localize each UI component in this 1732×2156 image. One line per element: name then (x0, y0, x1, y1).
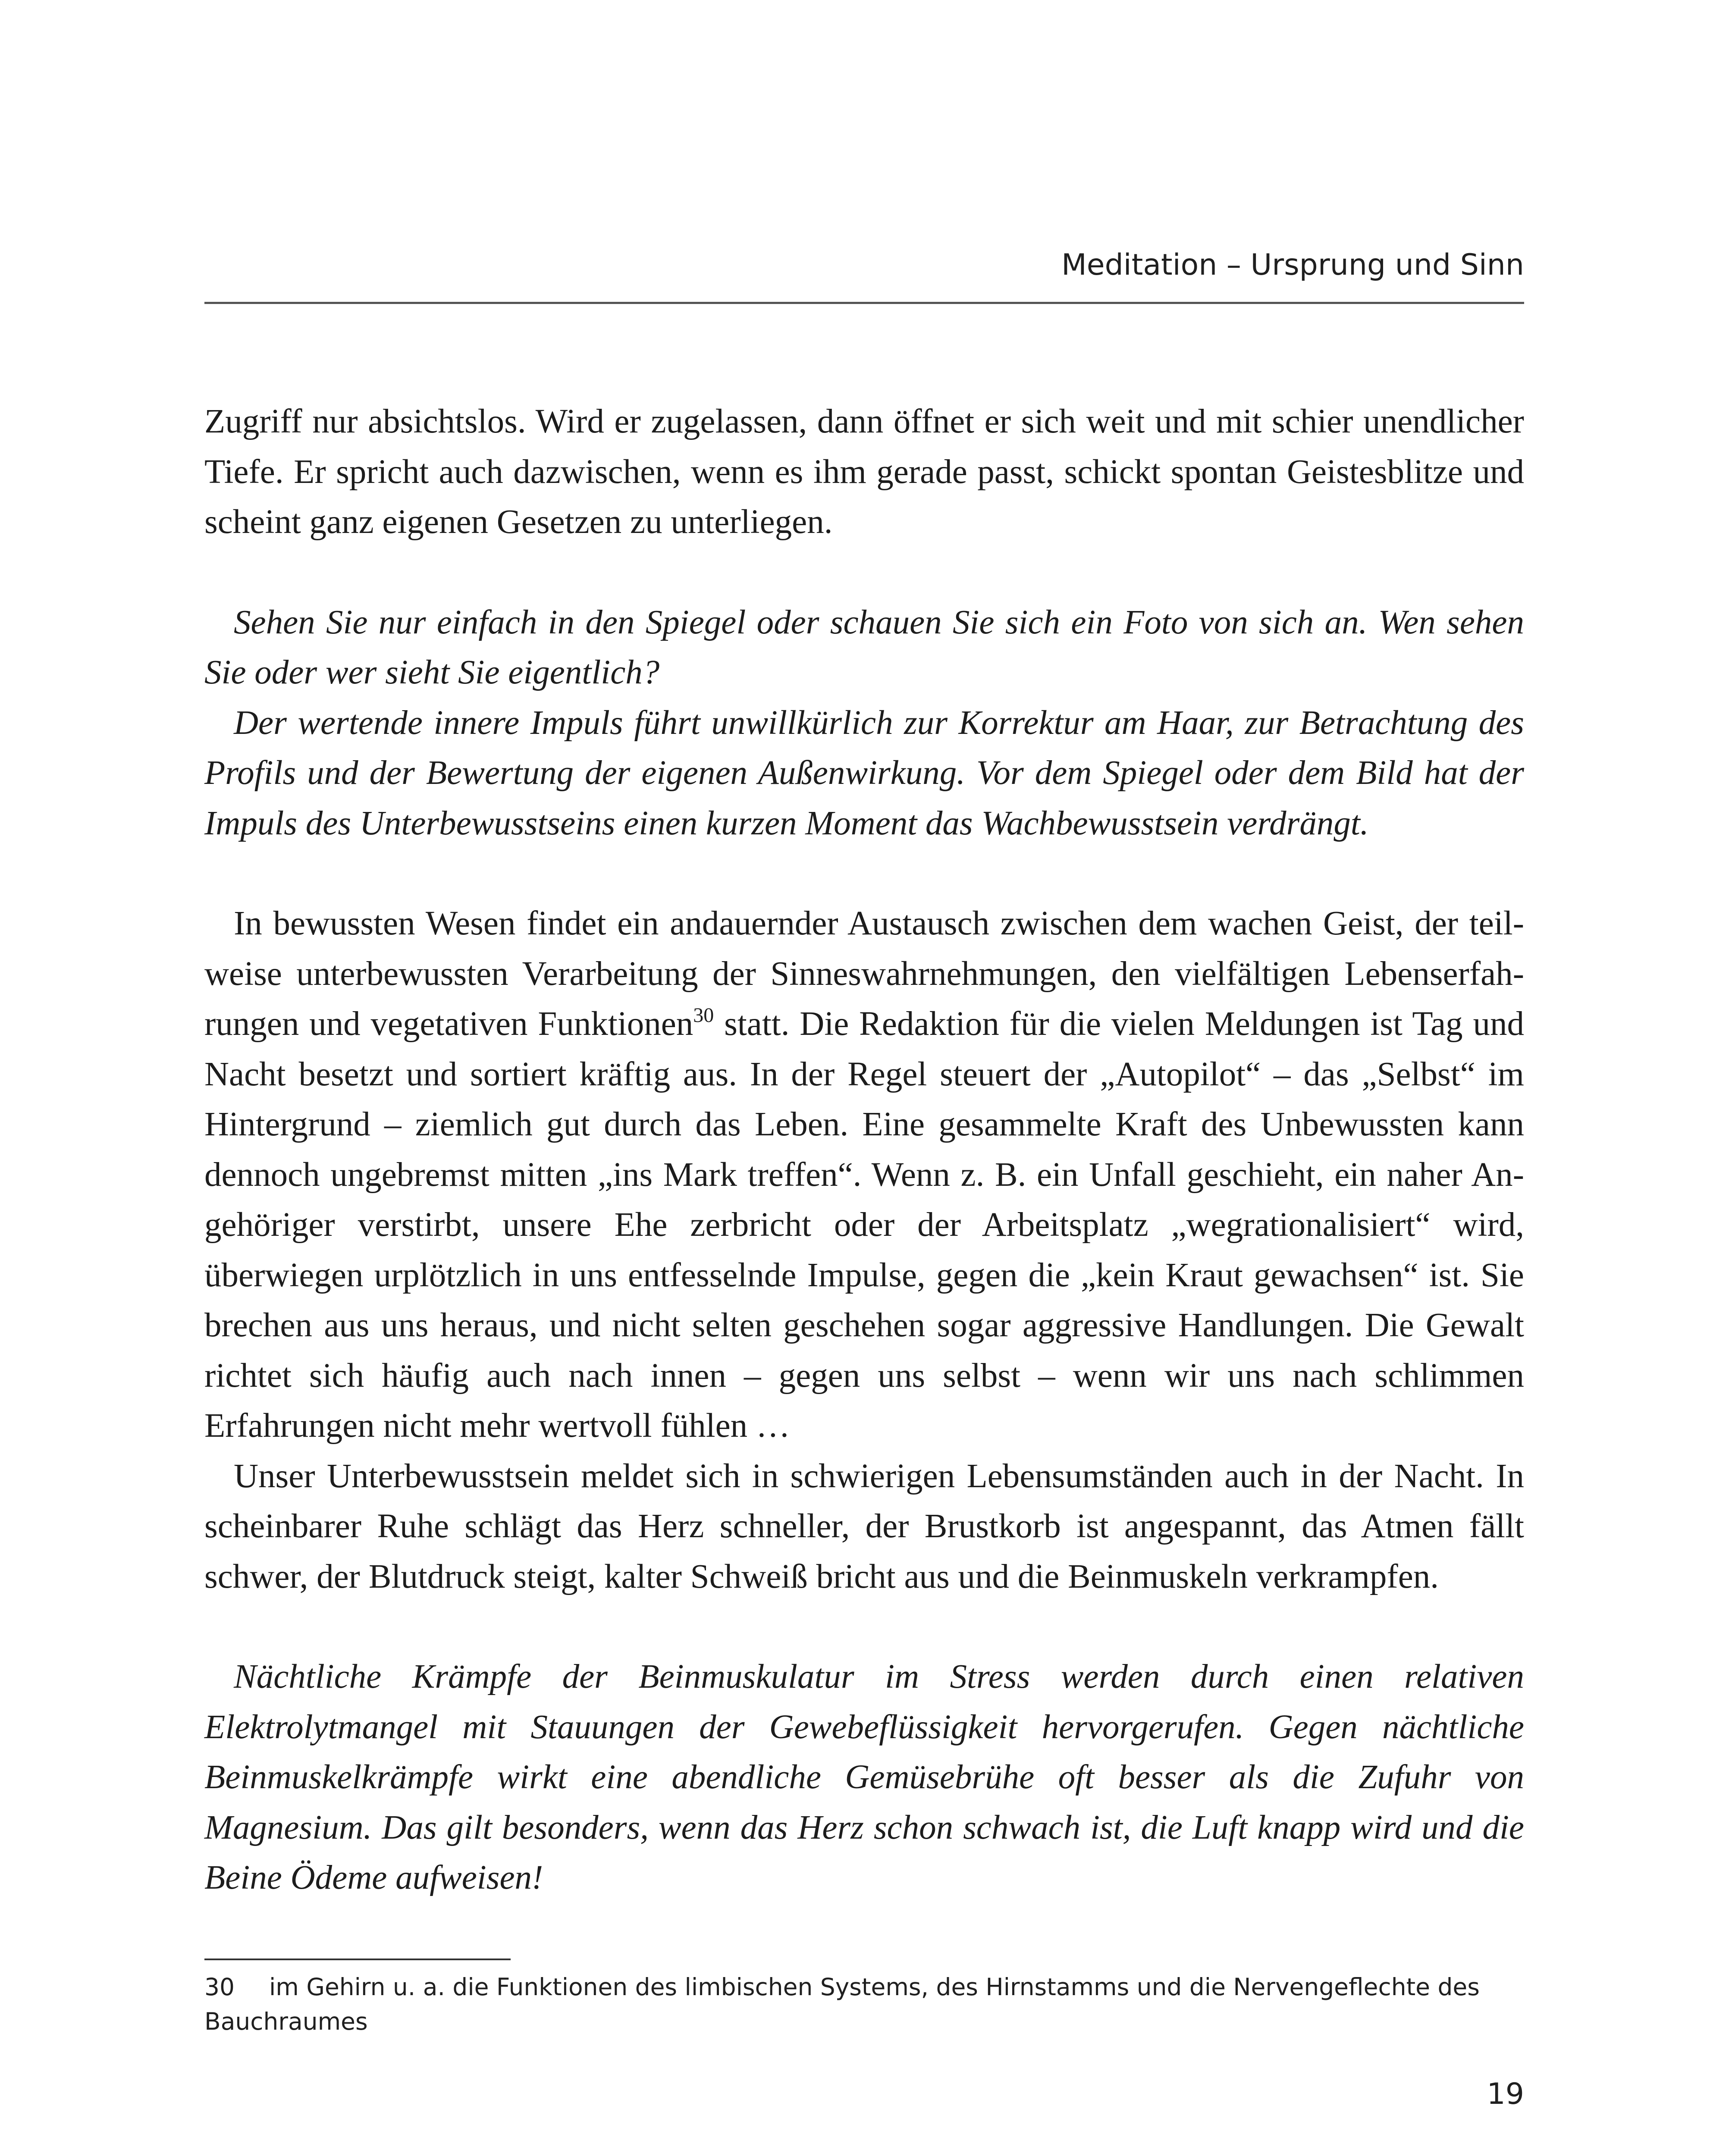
footnote-number: 30 (204, 1973, 235, 2001)
footnote-reference: 30 (693, 1004, 714, 1027)
paragraph-1: Zugriff nur absichtslos. Wird er zugelassen, dann öffnet er sich weit und mit schier unendlicher Tiefe. Er spricht auch dazwischen, wenn es ihm gerade passt, schickt spontan Geistesblitze und scheint ganz eigenen Gesetzen zu unterliegen. (204, 403, 1524, 541)
italic-paragraph-cramps: Nächtliche Krämpfe der Beinmuskulatur im Stress werden durch einen relativen Elektrolytmangel mit Stauungen der Gewebeflüssigkeit hervorgerufen. Gegen nächtliche Beinmuskelkrämpfe wirkt eine abendliche Gemüsebrühe oft besser als die Zufuhr von Magnesium. Das gilt besonders, wenn das Herz schon schwach ist, die Luft knapp wird und die Beine Ödeme aufweisen! (204, 1658, 1524, 1896)
header-rule (204, 302, 1524, 304)
paragraph-exchange-part-2: statt. Die Redaktion für die vielen Meldungen ist Tag und Nacht besetzt und sortiert kräftig aus. In der Regel steuert der „Autopilot“ – das „Selbst“ im Hintergrund – ziemlich gut durch das Leben. Eine gesammelte Kraft des Unbewussten kann dennoch ungebremst mitten „ins Mark treffen“. Wenn z. B. ein Unfall geschieht, ein naher Angehöriger verstirbt, unsere Ehe zerbricht oder der Arbeitsplatz „wegrationalisiert“ wird, überwiegen urplötzlich in uns entfesselnde Impulse, gegen die „kein Kraut gewachsen“ ist. Sie brechen aus uns heraus, und nicht selten geschehen sogar aggressive Handlungen. Die Gewalt richtet sich häufig auch nach innen – gegen uns selbst – wenn wir uns nach schlimmen Erfahrungen nicht mehr wertvoll fühlen … (204, 1005, 1524, 1445)
italic-paragraph-mirror-question: Sehen Sie nur einfach in den Spiegel oder schauen Sie sich ein Foto von sich an. Wen sehen Sie oder wer sieht Sie eigentlich? (204, 603, 1524, 691)
paragraph-exchange (204, 899, 1524, 1451)
paragraph-exchange-part-1: In bewussten Wesen findet ein andauernder Austausch zwischen dem wachen Geist, der teilweise unterbewussten Verarbeitung der Sinneswahrnehmungen, den vielfältigen Lebenserfahrungen und vegetativen Funktionen (204, 905, 1524, 1043)
running-header: Meditation – Ursprung und Sinn (1061, 248, 1524, 282)
italic-paragraph-mirror-impulse: Der wertende innere Impuls führt unwillkürlich zur Korrektur am Haar, zur Betrachtung des Profils und der Bewertung der eigenen Außenwirkung. Vor dem Spiegel oder dem Bild hat der Impuls des Unterbewusstseins einen kurzen Moment das Wachbewusstsein verdrängt. (204, 704, 1524, 842)
paragraph-night: Unser Unterbewusstsein meldet sich in schwierigen Lebensumständen auch in der Nacht. In scheinbarer Ruhe schlägt das Herz schneller, der Brustkorb ist angespannt, das Atmen fällt schwer, der Blutdruck steigt, kalter Schweiß bricht aus und die Beinmuskeln verkrampfen. (204, 1457, 1524, 1595)
footnote (204, 1970, 1524, 2039)
footnote-text: im Gehirn u. a. die Funktionen des limbischen Systems, des Hirnstamms und die Nervengeflechte des Bauchraumes (204, 1973, 1480, 2035)
page-number: 19 (1487, 2077, 1524, 2111)
footnote-rule (204, 1959, 511, 1960)
main-text (204, 397, 1524, 1903)
